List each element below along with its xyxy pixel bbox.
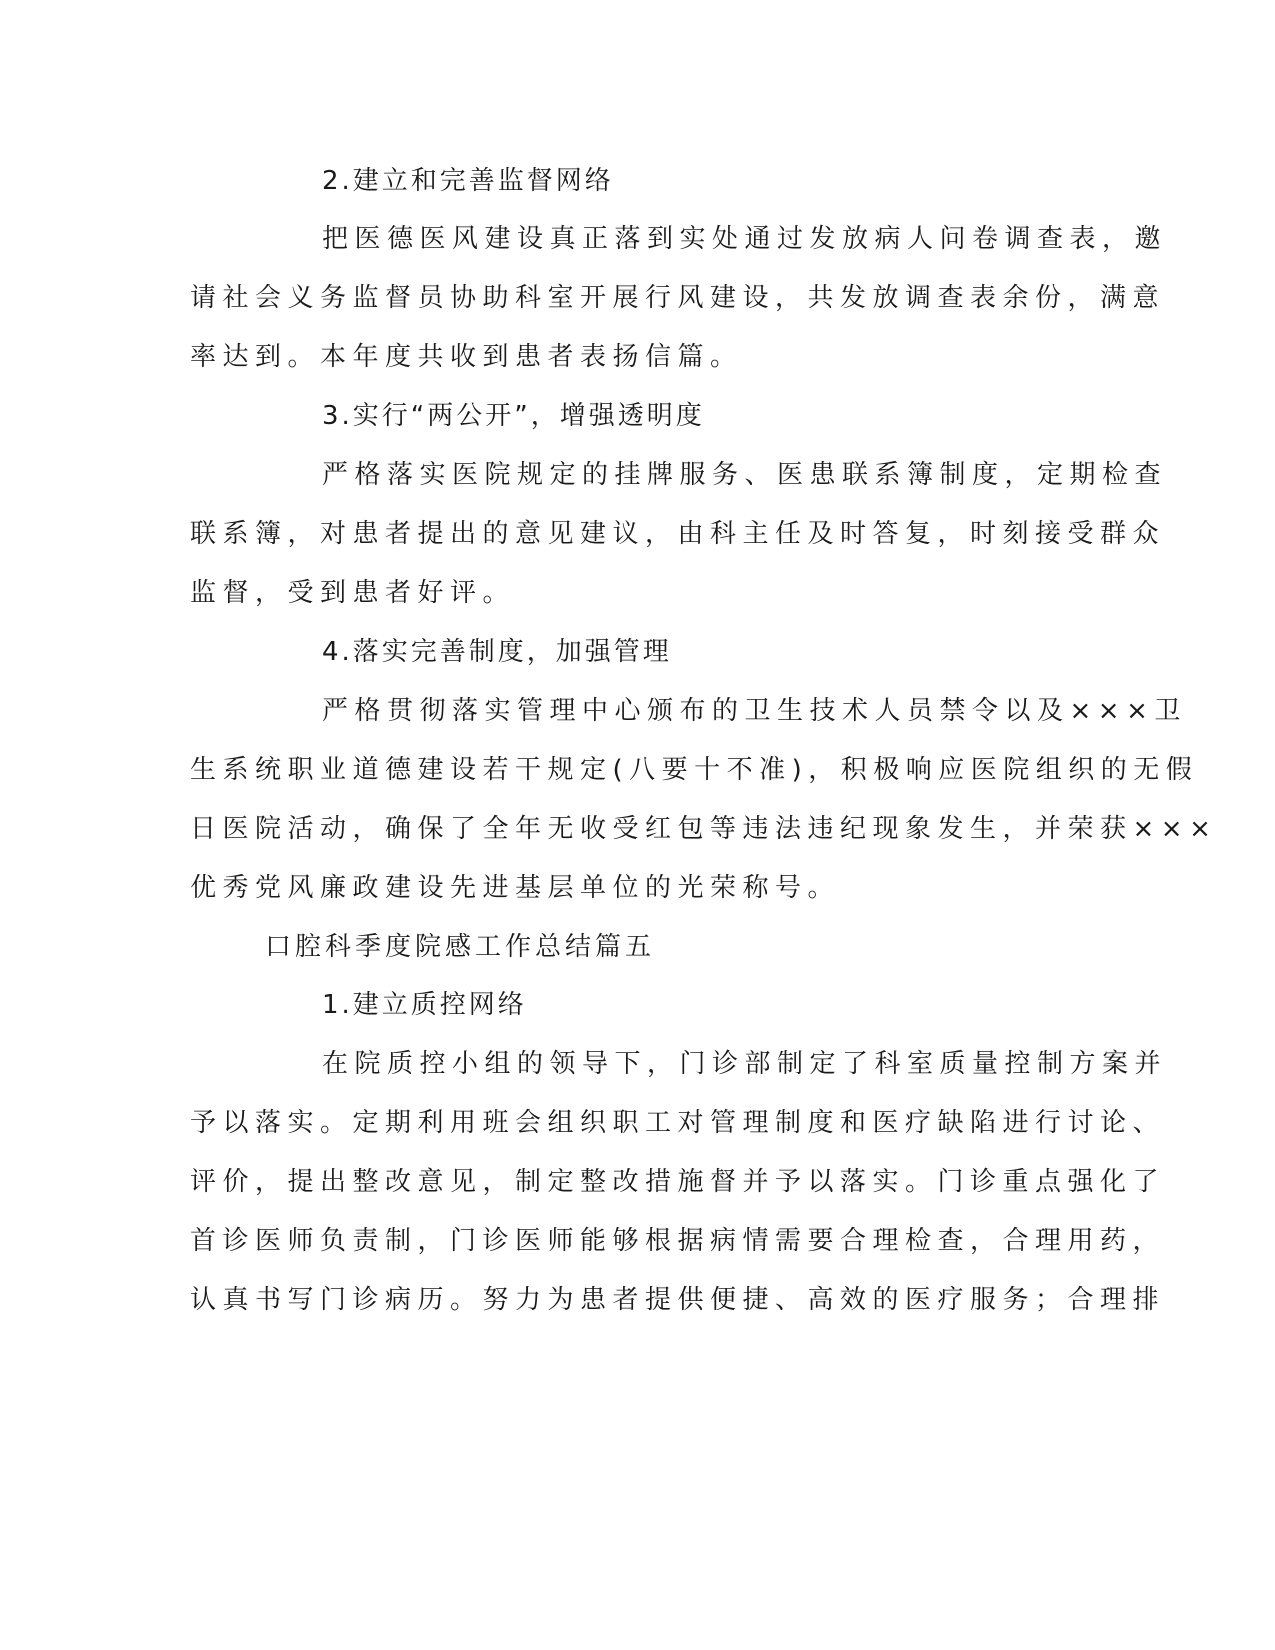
paragraph-line: 监督，受到患者好评。 xyxy=(190,578,516,608)
paragraph-line: 请社会义务监督员协助科室开展行风建设，共发放调查表余份，满意 xyxy=(190,283,1166,313)
heading-supervision-network: 2.建立和完善监督网络 xyxy=(322,166,614,196)
paragraph-line: 率达到。本年度共收到患者表扬信篇。 xyxy=(190,342,743,372)
paragraph-line: 首诊医师负责制，门诊医师能够根据病情需要合理检查，合理用药， xyxy=(190,1226,1166,1256)
paragraph-line: 优秀党风廉政建设先进基层单位的光荣称号。 xyxy=(190,873,841,903)
heading-improve-system: 4.落实完善制度，加强管理 xyxy=(322,637,672,667)
paragraph-line: 生系统职业道德建设若干规定(八要十不准)，积极响应医院组织的无假 xyxy=(190,755,1199,785)
paragraph-line: 在院质控小组的领导下，门诊部制定了科室质量控制方案并 xyxy=(322,1049,1168,1079)
paragraph-line: 联系簿，对患者提出的意见建议，由科主任及时答复，时刻接受群众 xyxy=(190,519,1166,549)
paragraph-line: 严格落实医院规定的挂牌服务、医患联系簿制度，定期检查 xyxy=(322,460,1168,490)
paragraph-line: 严格贯彻落实管理中心颁布的卫生技术人员禁令以及×××卫 xyxy=(322,696,1187,726)
heading-quality-network: 1.建立质控网络 xyxy=(322,990,527,1020)
paragraph-line: 日医院活动，确保了全年无收受红包等违法违纪现象发生，并荣获××× xyxy=(190,814,1218,844)
paragraph-line: 把医德医风建设真正落到实处通过发放病人问卷调查表，邀 xyxy=(322,224,1168,254)
paragraph-line: 认真书写门诊病历。努力为患者提供便捷、高效的医疗服务；合理排 xyxy=(190,1285,1166,1315)
paragraph-line: 予以落实。定期利用班会组织职工对管理制度和医疗缺陷进行讨论、 xyxy=(190,1108,1166,1138)
section-title: 口腔科季度院感工作总结篇五 xyxy=(265,932,656,962)
paragraph-line: 评价，提出整改意见，制定整改措施督并予以落实。门诊重点强化了 xyxy=(190,1167,1166,1197)
heading-two-disclosures: 3.实行“两公开”，增强透明度 xyxy=(322,401,705,431)
